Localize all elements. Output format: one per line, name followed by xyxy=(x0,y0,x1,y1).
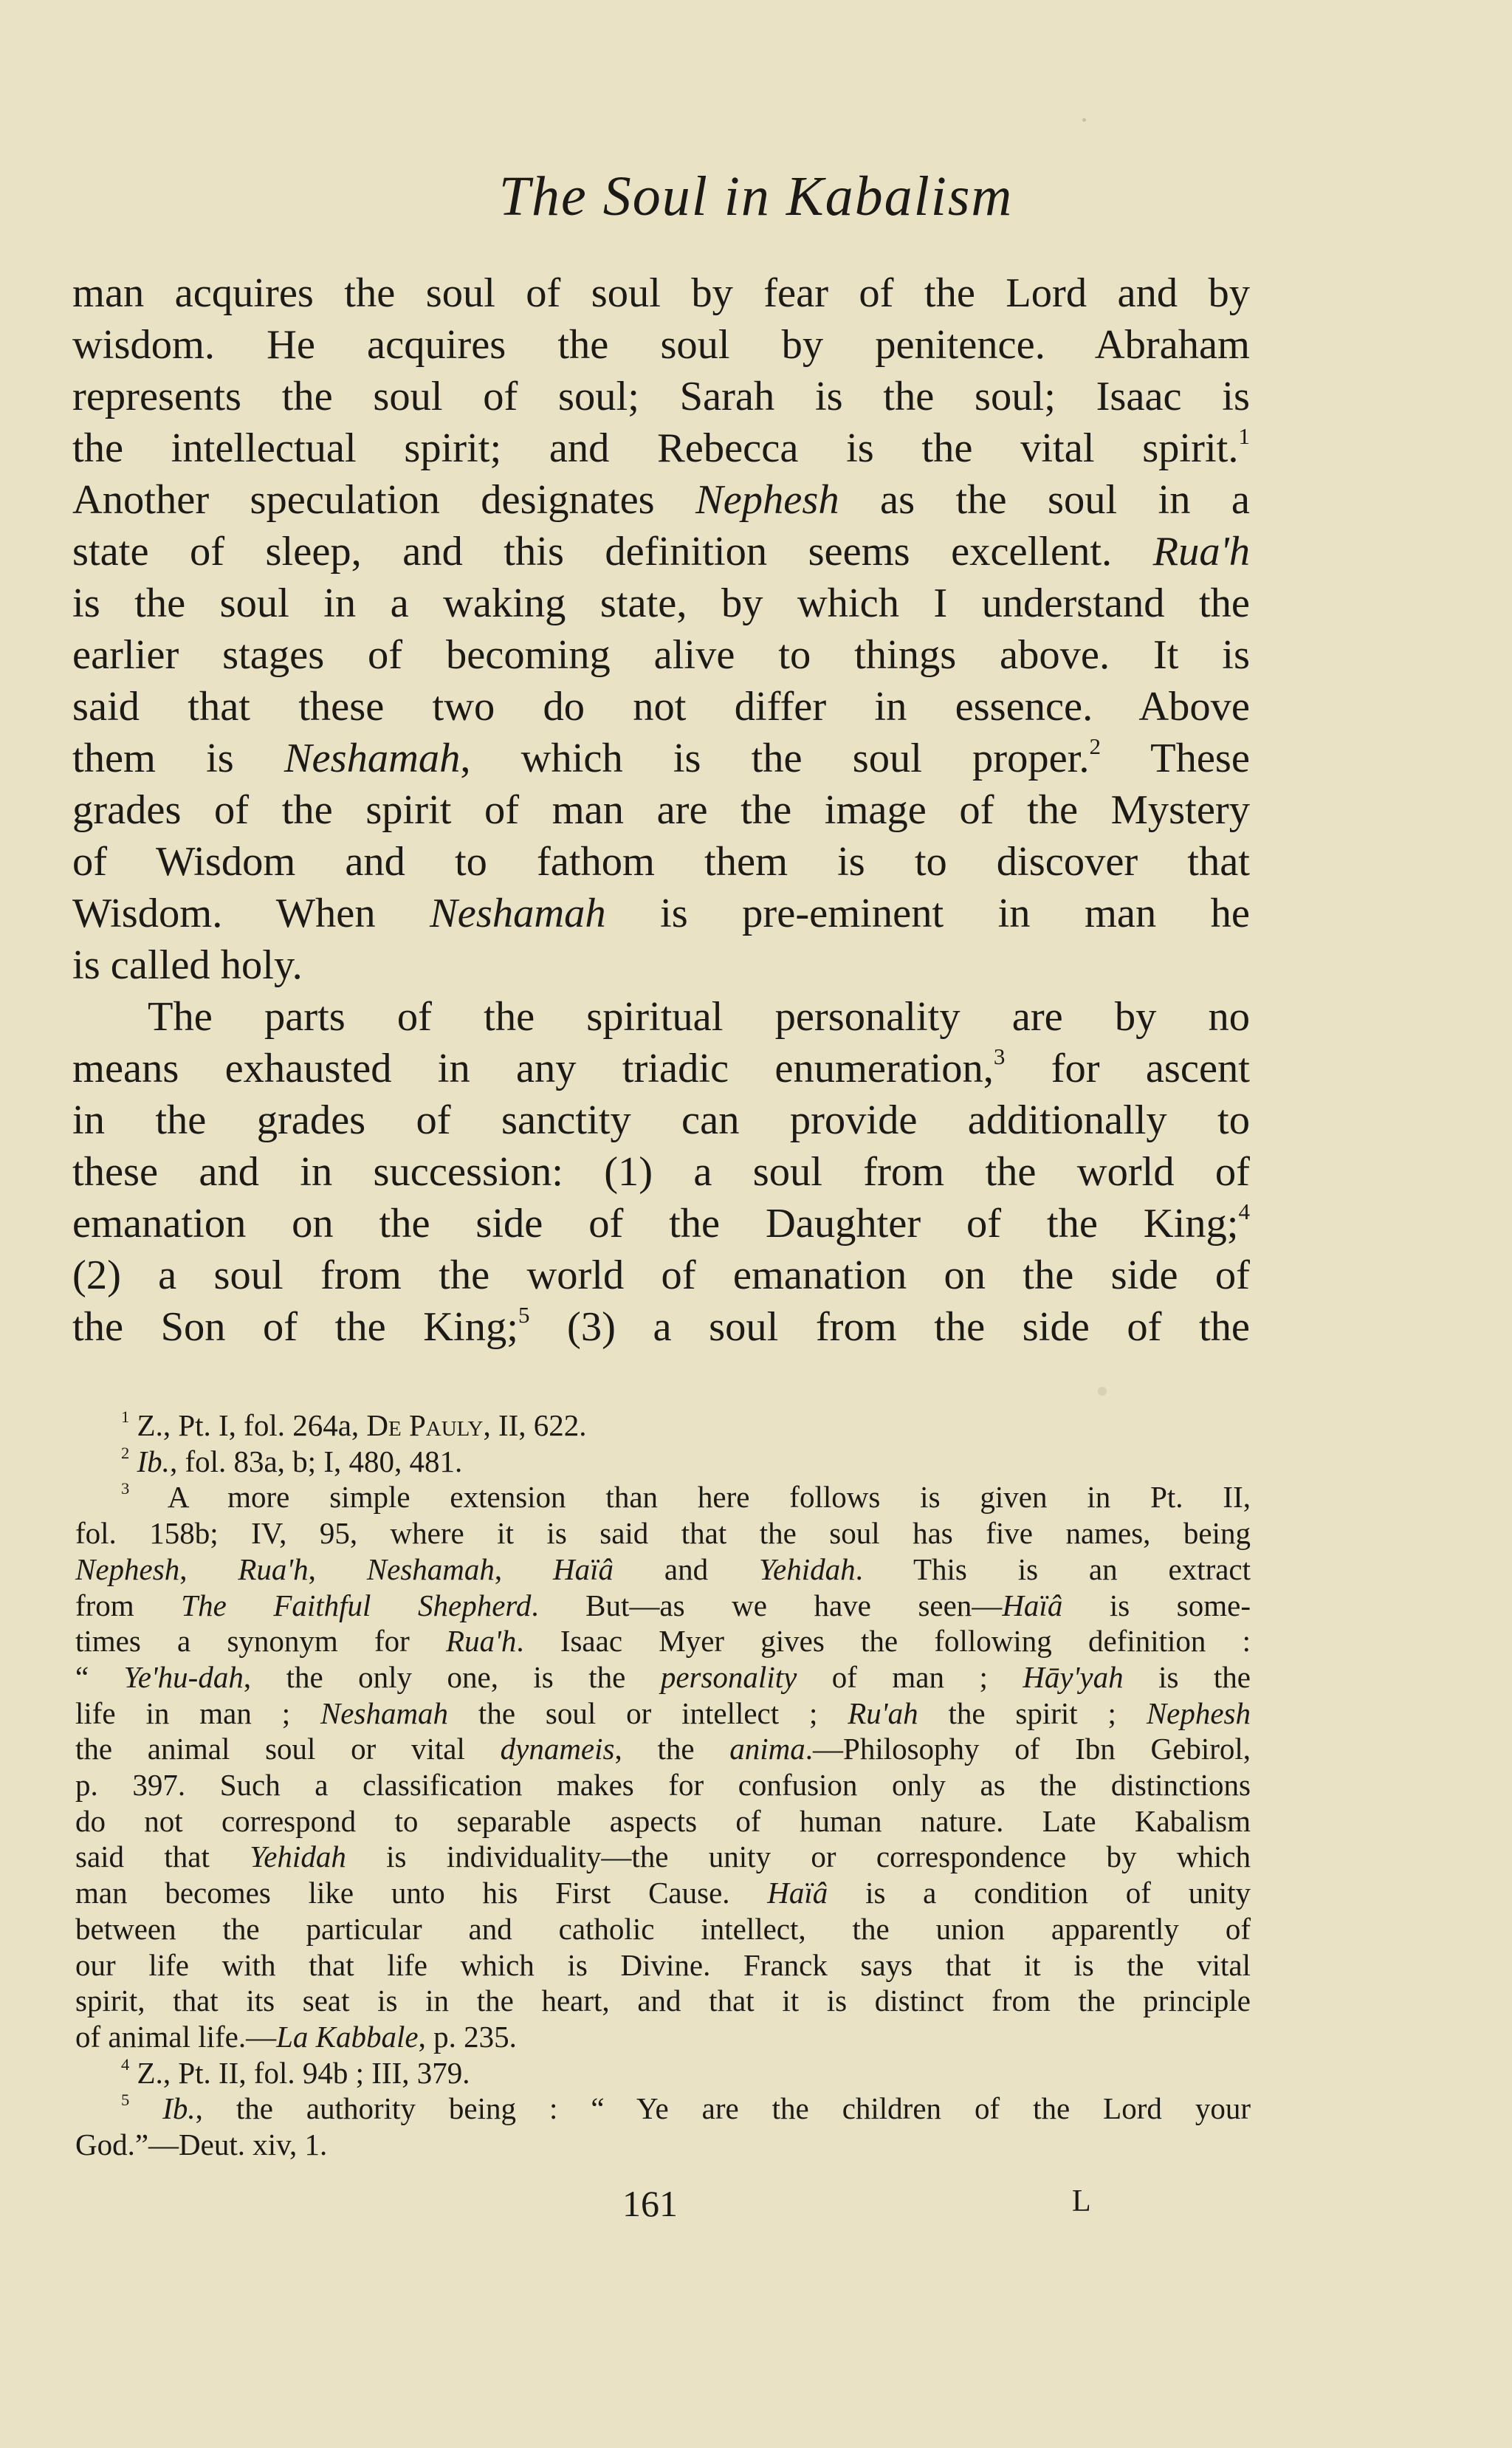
footnote-3-line: from The Faithful Shepherd. But—as we have seen—Haïâ is some- xyxy=(75,1588,1251,1622)
footnote-3-line: “ Ye'hu-dah, the only one, is the personality of man ; Hāy'yah is the xyxy=(75,1659,1251,1694)
text-line: wisdom. He acquires the soul by penitence. Abraham xyxy=(72,322,1250,368)
footnote-5-line: God.”—Deut. xiv, 1. xyxy=(75,2128,328,2162)
footnote-mark: 1 xyxy=(121,1407,130,1426)
text-line: grades of the spirit of man are the image of the Mystery xyxy=(72,787,1250,833)
text-line: of Wisdom and to fathom them is to discover that xyxy=(72,839,1250,885)
footnote-ref: 5 xyxy=(518,1301,530,1328)
text-line: (2) a soul from the world of emanation on the side of xyxy=(72,1252,1250,1298)
text-line: is the soul in a waking state, by which I understand the xyxy=(72,580,1250,626)
paper-speck xyxy=(1082,118,1086,122)
footnote-3-line: spirit, that its seat is in the heart, and that it is distinct from the principle xyxy=(75,1984,1251,2018)
footnote-3-line: of animal life.—La Kabbale, p. 235. xyxy=(75,2019,517,2054)
text-line: state of sleep, and this definition seems excellent. Rua'h xyxy=(72,529,1250,575)
text-line: Wisdom. When Neshamah is pre-eminent in man he xyxy=(72,891,1250,936)
footnote-3-line: p. 397. Such a classification makes for confusion only as the distinctions xyxy=(75,1768,1251,1803)
paper-speck xyxy=(1098,1387,1107,1396)
footnote-4: $^4$ Z., Pt. II, fol. 94b ; III, 379. xyxy=(121,2054,470,2090)
text-line: earlier stages of becoming alive to things above. It is xyxy=(72,632,1250,678)
footnote-1: $^1$ Z., Pt. I, fol. 264a, De Pauly, II, 622. xyxy=(121,1407,587,1442)
running-header: The Soul in Kabalism xyxy=(498,165,1014,227)
footnote-3-line: do not correspond to separable aspects of human nature. Late Kabalism xyxy=(75,1803,1251,1838)
text-line: emanation on the side of the Daughter of the King;$^4$ xyxy=(72,1198,1250,1247)
text-line: the Son of the King;$^5$ (3) a soul from the side of the xyxy=(72,1301,1250,1350)
footnote-ref: 3 xyxy=(993,1043,1006,1069)
footnote-ref: 1 xyxy=(1238,422,1250,449)
text-line: represents the soul of soul; Sarah is the soul; Isaac is xyxy=(72,374,1250,419)
footnote-3-line: between the particular and catholic intellect, the union apparently of xyxy=(75,1911,1251,1946)
footnote-3-line: Nephesh, Rua'h, Neshamah, Haïâ and Yehidah. This is an extract xyxy=(75,1552,1251,1586)
footnote-ref: 2 xyxy=(1089,733,1102,759)
body-text xyxy=(72,267,1250,1353)
page-number: 161 xyxy=(622,2183,678,2224)
text-line: the intellectual spirit; and Rebecca is the vital spirit.$^1$ xyxy=(72,422,1250,471)
footnote-ref: 4 xyxy=(1238,1198,1250,1224)
footnotes xyxy=(75,1408,1251,2163)
footnote-3-line: times a synonym for Rua'h. Isaac Myer gives the following definition : xyxy=(75,1624,1251,1659)
text-line: in the grades of sanctity can provide additionally to xyxy=(72,1097,1250,1143)
text-line: is called holy. xyxy=(72,942,303,988)
text-line: means exhausted in any triadic enumeration,$^3$ for ascent xyxy=(72,1043,1250,1091)
footnote-mark: 2 xyxy=(121,1443,130,1462)
footnote-3-line: the animal soul or vital dynameis, the anima.—Philosophy of Ibn Gebirol, xyxy=(75,1732,1251,1766)
signature-mark: L xyxy=(1072,2184,1091,2218)
text-line: them is Neshamah, which is the soul proper.$^2$ These xyxy=(72,733,1250,781)
footnote-5: $^5$ Ib., the authority being : “ Ye are the children of the Lord your xyxy=(121,2091,1251,2126)
footnote-3: $^3$ A more simple extension than here follows is given in Pt. II, xyxy=(121,1479,1251,1515)
footnote-mark: 4 xyxy=(121,2054,130,2074)
footnote-2: $^2$ Ib., fol. 83a, b; I, 480, 481. xyxy=(121,1443,463,1478)
text-line: said that these two do not differ in essence. Above xyxy=(72,684,1250,730)
footnote-3-line: said that Yehidah is individuality—the unity or correspondence by which xyxy=(75,1840,1251,1874)
footnote-3-line: fol. 158b; IV, 95, where it is said that the soul has five names, being xyxy=(75,1516,1251,1551)
footnote-3-line: life in man ; Neshamah the soul or intellect ; Ru'ah the spirit ; Nephesh xyxy=(75,1696,1251,1730)
text-line: these and in succession: (1) a soul from the world of xyxy=(72,1149,1250,1195)
footnote-3-line: man becomes like unto his First Cause. Haïâ is a condition of unity xyxy=(75,1876,1251,1910)
footnote-mark: 5 xyxy=(121,2091,130,2110)
text-line: Another speculation designates Nephesh as the soul in a xyxy=(72,477,1250,523)
text-line: The parts of the spiritual personality are by no xyxy=(148,994,1250,1040)
footnote-mark: 3 xyxy=(121,1479,130,1498)
text-line: man acquires the soul of soul by fear of the Lord and by xyxy=(72,270,1250,316)
footnote-3-line: our life with that life which is Divine. Franck says that it is the vital xyxy=(75,1947,1251,1982)
